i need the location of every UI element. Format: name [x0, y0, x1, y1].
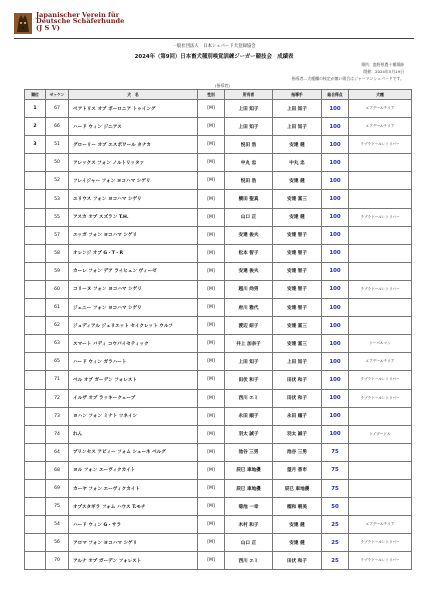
sex-cell: [M] [198, 118, 225, 136]
table-body [25, 100, 412, 570]
score-cell: 100 [322, 407, 349, 425]
table-row [25, 244, 412, 262]
rank-cell [25, 299, 46, 317]
number-cell: 67 [46, 100, 69, 118]
owner-cell: 横田 聖真 [225, 190, 273, 208]
breed-cell [349, 443, 412, 461]
number-cell: 74 [46, 425, 69, 443]
score-cell: 100 [322, 208, 349, 226]
rank-cell [25, 552, 46, 570]
number-cell: 65 [46, 353, 69, 371]
sex-cell: [M] [198, 425, 225, 443]
score-cell: 100 [322, 335, 349, 353]
table-row [25, 317, 412, 335]
table-row [25, 172, 412, 190]
rank-cell [25, 208, 46, 226]
rank-cell [25, 534, 46, 552]
number-cell: 63 [46, 335, 69, 353]
rank-cell: 3 [25, 136, 46, 154]
col-header-rank: 順位 [25, 90, 46, 100]
handler-cell: 望月 香市 [273, 461, 322, 479]
handler-cell: 田伏 和子 [273, 371, 322, 389]
table-row [25, 136, 412, 154]
number-cell: 59 [46, 262, 69, 280]
dog-name-cell: ハード ウィン ジニアス [69, 118, 198, 136]
dog-name-cell: ジュディアル ジュリエット セイクレット ウルフ [69, 317, 198, 335]
sex-cell: [M] [198, 244, 225, 262]
owner-cell: 安達 俊夫 [225, 262, 273, 280]
handler-cell: 安達 智子 [273, 226, 322, 244]
owner-cell: 中丸 忠 [225, 154, 273, 172]
handler-cell: 安達 健 [273, 516, 322, 534]
owner-cell: 上田 知子 [225, 118, 273, 136]
score-cell: 100 [322, 244, 349, 262]
table-row [25, 335, 412, 353]
sex-cell: [M] [198, 461, 225, 479]
handler-cell: 安達 智子 [273, 280, 322, 298]
dog-name-cell: ジェニー フォン ヨコハマ シゲリ [69, 299, 198, 317]
sex-cell: [M] [198, 534, 225, 552]
handler-cell: 永田 順子 [273, 407, 322, 425]
owner-cell: 池谷 三男 [225, 443, 273, 461]
dog-name-cell: アルナ オブ ガーデン フォレスト [69, 552, 198, 570]
rank-cell [25, 280, 46, 298]
breed-cell: ラブラドールレトリバー [349, 389, 412, 407]
table-row [25, 498, 412, 516]
score-cell: 100 [322, 425, 349, 443]
breed-cell: ラブラドールレトリバー [349, 280, 412, 298]
dog-name-cell: ベル オブ ガーデン フォレスト [69, 371, 198, 389]
handler-cell: 安達 健 [273, 208, 322, 226]
number-cell: 66 [46, 118, 69, 136]
table-row [25, 534, 412, 552]
table-row [25, 371, 412, 389]
rank-cell [25, 262, 46, 280]
handler-cell: 中丸 忠 [273, 154, 322, 172]
score-cell: 100 [322, 353, 349, 371]
rank-cell [25, 244, 46, 262]
rank-cell [25, 389, 46, 407]
breed-cell [349, 172, 412, 190]
breed-cell: ラブラドールレトリバー [349, 136, 412, 154]
score-cell: 100 [322, 317, 349, 335]
owner-cell: 上田 知子 [225, 353, 273, 371]
number-cell: 71 [46, 371, 69, 389]
owner-cell: 菊池 一幸 [225, 498, 273, 516]
sex-cell: [M] [198, 136, 225, 154]
number-cell: 52 [46, 172, 69, 190]
breed-cell [349, 317, 412, 335]
handler-cell: 榴和 朝美 [273, 498, 322, 516]
rank-cell [25, 172, 46, 190]
col-header-breed: 犬種 [349, 90, 412, 100]
org-name-line: (J S V) [36, 23, 60, 32]
table-row [25, 389, 412, 407]
handler-cell: 辰巳 車地優 [273, 479, 322, 497]
sex-cell: [M] [198, 335, 225, 353]
score-cell: 100 [322, 299, 349, 317]
handler-cell: 安達 智子 [273, 244, 322, 262]
owner-cell: 井上 加奈子 [225, 335, 273, 353]
score-cell: 75 [322, 461, 349, 479]
table-row [25, 299, 412, 317]
date-text: 開催：2024年5月19日 [363, 69, 404, 74]
col-header-score: 総合得点 [322, 90, 349, 100]
owner-cell: 越川 尚男 [225, 280, 273, 298]
number-cell: 72 [46, 389, 69, 407]
sex-cell: [M] [198, 262, 225, 280]
breed-cell: エアデールテリア [349, 353, 412, 371]
dog-name-cell: ユリウス フォン ヨコハマ シゲリ [69, 190, 198, 208]
handler-cell: 安達 智子 [273, 299, 322, 317]
handler-cell: 安達 健 [273, 172, 322, 190]
dog-name-cell: スマート バディ コウバイセティック [69, 335, 198, 353]
score-cell: 25 [322, 534, 349, 552]
col-header-sex: 性別 [198, 90, 225, 100]
table-row [25, 280, 412, 298]
table-row [25, 425, 412, 443]
handler-cell: 田伏 和子 [273, 552, 322, 570]
number-cell: 50 [46, 154, 69, 172]
table-row [25, 407, 412, 425]
sex-cell: [M] [198, 389, 225, 407]
venue-text: 場所：鹿野県農十種場跡 [361, 62, 404, 67]
score-cell: 100 [322, 389, 349, 407]
handler-cell: 安達 智子 [273, 262, 322, 280]
score-cell: 100 [322, 118, 349, 136]
dog-name-cell: れん [69, 425, 198, 443]
score-cell: 25 [322, 516, 349, 534]
breed-cell: ラブラドールレトリバー [349, 208, 412, 226]
sex-cell: [M] [198, 100, 225, 118]
rank-cell [25, 407, 46, 425]
breed-cell [349, 226, 412, 244]
number-cell: 75 [46, 498, 69, 516]
sex-cell: [M] [198, 479, 225, 497]
breed-cell [349, 461, 412, 479]
dog-name-cell: プリンセス アビィー フォム シューネ ベルグ [69, 443, 198, 461]
rank-cell [25, 154, 46, 172]
table-row [25, 190, 412, 208]
breed-cell: ラブラドールレトリバー [349, 534, 412, 552]
table-row [25, 516, 412, 534]
dog-name-cell: フレイジャー フォン ヨコハマ シゲリ [69, 172, 198, 190]
number-cell: 68 [46, 461, 69, 479]
col-header-handler: 指導手 [273, 90, 322, 100]
owner-cell: 山口 正 [225, 208, 273, 226]
breed-cell: エアデールテリア [349, 516, 412, 534]
breed-cell: ラブラドールレトリバー [349, 371, 412, 389]
breed-cell [349, 190, 412, 208]
breed-cell: エアデールテリア [349, 118, 412, 136]
number-cell: 57 [46, 226, 69, 244]
breed-cell: エアデールテリア [349, 100, 412, 118]
number-cell: 61 [46, 299, 69, 317]
sex-cell: [M] [198, 299, 225, 317]
breed-cell: ラブラドールレトリバー [349, 552, 412, 570]
rank-cell [25, 190, 46, 208]
owner-cell: 西川 エミ [225, 389, 273, 407]
number-cell: 58 [46, 244, 69, 262]
score-cell: 100 [322, 371, 349, 389]
sex-cell: [M] [198, 443, 225, 461]
rank-cell: 2 [25, 118, 46, 136]
col-header-number: ゼッケン [46, 90, 69, 100]
dog-name-cell: コリーヌ フォン ヨコハマ シゲリ [69, 280, 198, 298]
dog-logo-icon [14, 13, 32, 34]
dog-name-cell: アロマ フォン ヨコハマ シゲリ [69, 534, 198, 552]
score-cell: 50 [322, 498, 349, 516]
score-cell: 100 [322, 190, 349, 208]
score-cell: 100 [322, 154, 349, 172]
org-name [36, 12, 124, 31]
dog-name-cell: カーヤ フォン エーヴィクカイト [69, 479, 198, 497]
score-cell: 100 [322, 172, 349, 190]
rank-cell [25, 371, 46, 389]
rank-cell [25, 479, 46, 497]
breed-cell [349, 407, 412, 425]
number-cell: 54 [46, 516, 69, 534]
table-row [25, 154, 412, 172]
dog-name-cell: ベアトリス オブ ボーロニア トゥイング [69, 100, 198, 118]
rank-cell [25, 498, 46, 516]
number-cell: 73 [46, 407, 69, 425]
table-row [25, 443, 412, 461]
dog-name-cell: グローリー オブ エスポワール タナカ [69, 136, 198, 154]
handler-cell: 上田 知子 [273, 118, 322, 136]
dog-name-cell: オレンジ オブ G・T・R [69, 244, 198, 262]
breed-cell: トイプードル [349, 425, 412, 443]
score-cell: 100 [322, 226, 349, 244]
dog-name-cell: ハード ウィン G・サラ [69, 516, 198, 534]
handler-cell: 上田 知子 [273, 353, 322, 371]
rank-cell [25, 461, 46, 479]
breed-cell [349, 299, 412, 317]
handler-cell: 安達 健 [273, 136, 322, 154]
owner-cell: 渡辺 紹子 [225, 317, 273, 335]
breed-cell: ドーベルマン [349, 335, 412, 353]
score-cell: 100 [322, 136, 349, 154]
table-row [25, 100, 412, 118]
unit-label: (指導者) [215, 83, 230, 88]
table-row [25, 479, 412, 497]
sex-cell: [M] [198, 154, 225, 172]
score-cell: 25 [322, 552, 349, 570]
number-cell: 53 [46, 190, 69, 208]
rank-cell [25, 353, 46, 371]
owner-cell: 上田 知子 [225, 100, 273, 118]
rank-cell [25, 443, 46, 461]
breed-cell [349, 244, 412, 262]
score-cell: 100 [322, 262, 349, 280]
col-header-owner: 所有者 [225, 90, 273, 100]
handler-cell: 安達 富三 [273, 190, 322, 208]
rank-cell [25, 226, 46, 244]
number-cell: 64 [46, 443, 69, 461]
number-cell: 55 [46, 208, 69, 226]
owner-cell: 山口 正 [225, 534, 273, 552]
sex-cell: [M] [198, 353, 225, 371]
number-cell: 70 [46, 552, 69, 570]
page-title: 2024年（第9回）日本畜犬種別嗅覚訓練ジーガー競技会 成績表 [134, 54, 294, 60]
dog-name-cell: イルザ オブ ラッキークェーブ [69, 389, 198, 407]
breed-cell [349, 262, 412, 280]
owner-cell: 辰巳 車地優 [225, 479, 273, 497]
breed-cell [349, 154, 412, 172]
number-cell: 51 [46, 136, 69, 154]
handler-cell: 池谷 三男 [273, 443, 322, 461]
rank-cell [25, 335, 46, 353]
table-row [25, 226, 412, 244]
table-row [25, 118, 412, 136]
dog-name-cell: ハード ウィン ガラハート [69, 353, 198, 371]
owner-cell: 悦田 浩 [225, 136, 273, 154]
owner-cell: 永田 順子 [225, 407, 273, 425]
rank-cell [25, 317, 46, 335]
owner-cell: 辰巳 車地優 [225, 461, 273, 479]
col-header-dog-name: 犬 名 [69, 90, 198, 100]
note-text: 指導者…犬種欄の検定が無い場合はジャーマンシェパードです。 [291, 76, 404, 81]
number-cell: 56 [46, 534, 69, 552]
owner-cell: 悦田 浩 [225, 172, 273, 190]
owner-cell: 松本 智子 [225, 244, 273, 262]
sex-cell: [M] [198, 190, 225, 208]
number-cell: 62 [46, 317, 69, 335]
sex-cell: [M] [198, 172, 225, 190]
rank-cell [25, 425, 46, 443]
handler-cell: 安達 健 [273, 534, 322, 552]
sex-cell: [M] [198, 371, 225, 389]
number-cell: 60 [46, 280, 69, 298]
owner-cell: 安達 俊夫 [225, 226, 273, 244]
sex-cell: [M] [198, 208, 225, 226]
handler-cell: 田伏 和子 [273, 389, 322, 407]
table-row [25, 552, 412, 570]
table-row [25, 262, 412, 280]
dog-name-cell: カーレ フォン デア ライヒェン ヴィーゼ [69, 262, 198, 280]
association-name: 一般社団法人 日本シェパード犬登録協会 [172, 44, 256, 49]
table-row [25, 353, 412, 371]
owner-cell: 田伏 和子 [225, 371, 273, 389]
handler-cell: 安達 富三 [273, 335, 322, 353]
owner-cell: 羽太 誠子 [225, 425, 273, 443]
number-cell: 69 [46, 479, 69, 497]
results-table [24, 89, 412, 570]
dog-name-cell: オプスタギラ フォム ハウス T.モチ [69, 498, 198, 516]
sex-cell: [M] [198, 226, 225, 244]
score-cell: 75 [322, 443, 349, 461]
dog-name-cell: アレックス フォン ノルトリッタァ [69, 154, 198, 172]
score-cell: 75 [322, 479, 349, 497]
owner-cell: 西川 エミ [225, 552, 273, 570]
sex-cell: [M] [198, 552, 225, 570]
score-cell: 100 [322, 100, 349, 118]
org-name-line: Deutsche Schäferhunde [36, 17, 125, 26]
rank-cell: 1 [25, 100, 46, 118]
sex-cell: [M] [198, 317, 225, 335]
dog-name-cell: アスカ オブ スズラン T.H. [69, 208, 198, 226]
table-header-row [25, 90, 412, 100]
sex-cell: [M] [198, 498, 225, 516]
handler-cell: 上田 知子 [273, 100, 322, 118]
header-divider [14, 38, 414, 39]
handler-cell: 羽太 誠子 [273, 425, 322, 443]
dog-name-cell: エッガ フォン ヨコハマ シゲリ [69, 226, 198, 244]
owner-cell: 府川 雅代 [225, 299, 273, 317]
score-cell: 100 [322, 280, 349, 298]
dog-name-cell: ヨハン フォン ミナト ツネイシ [69, 407, 198, 425]
rank-cell [25, 516, 46, 534]
org-name-line: Japanischer Verein für [36, 11, 120, 19]
sex-cell: [M] [198, 407, 225, 425]
owner-cell: 木村 和子 [225, 516, 273, 534]
sex-cell: [M] [198, 280, 225, 298]
table-row [25, 461, 412, 479]
breed-cell [349, 479, 412, 497]
dog-name-cell: ヨル フォン エーヴィクカイト [69, 461, 198, 479]
table-row [25, 208, 412, 226]
breed-cell [349, 498, 412, 516]
sex-cell: [M] [198, 516, 225, 534]
handler-cell: 安達 富三 [273, 317, 322, 335]
